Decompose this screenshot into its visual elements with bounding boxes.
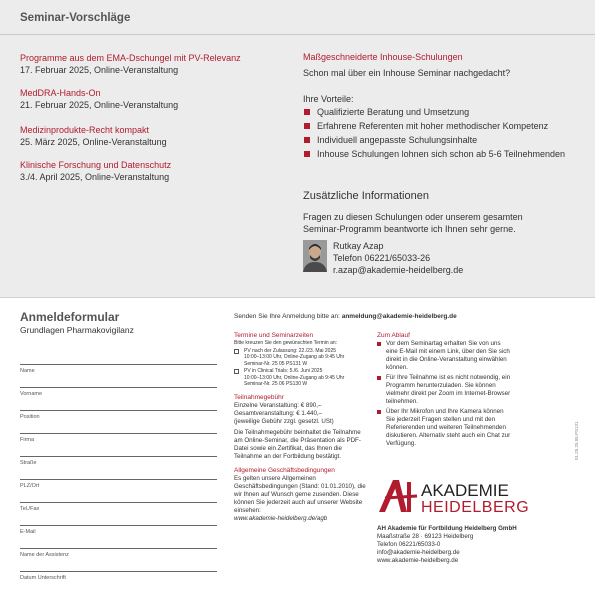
street-field[interactable]: Straße xyxy=(20,437,217,457)
procedure-list xyxy=(377,340,512,448)
dates-section xyxy=(234,332,369,523)
fee-description: Die Teilnahmegebühr beinhaltet die Teilnahme am Online-Seminar, die Präsentation als PDF-Datei sowie ein Zertifikat, das Ihnen die Teilnahme an der Fortbildung bestätigt. xyxy=(234,428,361,460)
dates-hint: Bitte kreuzen Sie den gewünschten Termin an: xyxy=(234,340,338,346)
checkbox[interactable] xyxy=(234,349,239,354)
bullet-square-icon xyxy=(377,342,381,346)
zip-city-field[interactable]: PLZ/Ort xyxy=(20,460,217,480)
phone-fax-field[interactable]: Tel./Fax xyxy=(20,483,217,503)
benefit-item: Inhouse Schulungen lohnen sich schon ab 5-6 Teilnehmenden xyxy=(303,148,583,160)
bullet-square-icon xyxy=(377,376,381,380)
company-website[interactable]: www.akademie-heidelberg.de xyxy=(377,557,459,564)
inhouse-question: Schon mal über ein Inhouse Seminar nachgedacht? xyxy=(303,68,511,78)
date-option[interactable]: PV in Clinical Trials: 5./6. Juni 2025 10:00–13:00 Uhr, Online-Zugang ab 9:45 Uhr Seminar-Nr. 25 06 PS130 W xyxy=(234,368,369,388)
procedure-item: Vor dem Seminartag erhalten Sie von uns eine E-Mail mit einem Link, über den Sie sich direkt in die Online-Veranstaltung einwählen können. xyxy=(377,340,512,372)
fee-single: Einzelne Veranstaltung: € 890,– xyxy=(234,401,322,409)
additional-info-title: Zusätzliche Informationen xyxy=(303,190,429,202)
akademie-logo xyxy=(377,478,537,514)
email-field[interactable]: E-Mail xyxy=(20,506,217,526)
registration-email[interactable]: anmeldung@akademie-heidelberg.de xyxy=(341,313,457,320)
procedure-item: Für Ihre Teilnahme ist es nicht notwendig, ein Programm herunterzuladen. Sie können vielmehr direkt per Zoom im Internet-Browser teilnehmen. xyxy=(377,374,512,406)
company-name: AH Akademie für Fortbildung Heidelberg GmbH xyxy=(377,525,517,532)
terms-text: Es gelten unsere Allgemeinen Geschäftsbedingungen (Stand: 01.01.2010), die wir Ihnen auf Wunsch gerne zusenden. Diese können Sie jederzeit auch auf unserer Website einsehen: xyxy=(234,474,366,514)
seminar-date: 3./4. April 2025, Online-Veranstaltung xyxy=(20,172,170,182)
name-field[interactable]: Name xyxy=(20,345,217,365)
document-code: 01.25.25.05.PS131 xyxy=(574,421,579,460)
contact-card xyxy=(333,240,463,276)
dates-title: Termine und Seminarzeiten xyxy=(234,332,314,339)
terms-link[interactable]: www.akademie-heidelberg.de/agb xyxy=(234,514,328,522)
seminar-title[interactable]: Programme aus dem EMA-Dschungel mit PV-Relevanz xyxy=(20,53,241,63)
seminar-date: 17. Februar 2025, Online-Veranstaltung xyxy=(20,65,179,75)
benefit-item: Qualifizierte Beratung und Umsetzung xyxy=(303,106,583,118)
seminar-title[interactable]: Klinische Forschung und Datenschutz xyxy=(20,160,172,170)
seminar-title[interactable]: MedDRA-Hands-On xyxy=(20,88,101,98)
bullet-square-icon xyxy=(304,109,310,115)
form-subtitle: Grundlagen Pharmakovigilanz xyxy=(20,325,134,335)
divider xyxy=(0,34,595,35)
fee-total: Gesamtveranstaltung: € 1.440,– xyxy=(234,409,323,417)
seminar-item[interactable] xyxy=(20,87,290,111)
benefit-item: Erfahrene Referenten mit hoher methodischer Kompetenz xyxy=(303,120,583,132)
checkbox[interactable] xyxy=(234,369,239,374)
additional-info-text: Fragen zu diesen Schulungen oder unserem gesamten Seminar-Programm beantworte ich Ihnen sehr gerne. xyxy=(303,212,523,234)
company-field[interactable]: Firma xyxy=(20,414,217,434)
seminar-item[interactable] xyxy=(20,52,290,76)
seminar-item[interactable] xyxy=(20,124,290,148)
company-address: Maaßstraße 28 · 69123 Heidelberg xyxy=(377,533,474,540)
seminar-title[interactable]: Medizinprodukte-Recht kompakt xyxy=(20,125,150,135)
contact-photo xyxy=(303,240,327,272)
first-name-field[interactable]: Vorname xyxy=(20,368,217,388)
procedure-item: Über Ihr Mikrofon und Ihre Kamera können Sie jederzeit Fragen stellen und mit den Referierenden und weiteren Teilnehmenden diskutieren. Alternativ steht auch ein Chat zur Verfügung. xyxy=(377,408,512,448)
procedure-title: Zum Ablauf xyxy=(377,332,410,339)
form-title: Anmeldeformular xyxy=(20,310,120,324)
benefits-label: Ihre Vorteile: xyxy=(303,94,354,104)
logo-word-2: HEIDELBERG xyxy=(421,499,530,514)
seminar-item[interactable] xyxy=(20,159,290,183)
seminar-date: 25. März 2025, Online-Veranstaltung xyxy=(20,137,167,147)
section-title: Seminar-Vorschläge xyxy=(20,12,131,24)
fee-tax-note: (jeweilige Gebühr zzgl. gesetzl. USt) xyxy=(234,417,334,425)
inhouse-title: Maßgeschneiderte Inhouse-Schulungen xyxy=(303,52,463,62)
procedure-section xyxy=(377,332,512,450)
company-email[interactable]: info@akademie-heidelberg.de xyxy=(377,549,460,556)
seminar-suggestions-panel xyxy=(0,0,595,297)
fee-title: Teilnahmegebühr xyxy=(234,393,284,401)
benefit-item: Individuell angepasste Schulungsinhalte xyxy=(303,134,583,146)
assistant-name-field[interactable]: Name der Assistenz xyxy=(20,529,217,549)
date-option[interactable]: PV nach der Zulassung: 22./23. Mai 2025 10:00–13:00 Uhr, Online-Zugang ab 9:45 Uhr Seminar-Nr. 25 05 PS131 W xyxy=(234,348,369,368)
imprint xyxy=(377,525,517,565)
company-phone: Telefon 06221/65033-0 xyxy=(377,541,441,548)
divider xyxy=(0,297,595,298)
benefits-list xyxy=(303,106,583,160)
position-field[interactable]: Position xyxy=(20,391,217,411)
date-signature-field[interactable]: Datum Unterschrift xyxy=(20,552,217,572)
contact-phone: Telefon 06221/65033-26 xyxy=(333,253,431,263)
terms-title: Allgemeine Geschäftsbedingungen xyxy=(234,466,335,474)
logo-word-1: AKADEMIE xyxy=(421,481,509,500)
seminar-date: 21. Februar 2025, Online-Veranstaltung xyxy=(20,100,179,110)
bullet-square-icon xyxy=(304,137,310,143)
inhouse-block xyxy=(303,51,583,162)
contact-name: Rutkay Azap xyxy=(333,241,384,251)
contact-email[interactable]: r.azap@akademie-heidelberg.de xyxy=(333,265,464,275)
send-instruction: Senden Sie Ihre Anmeldung bitte an: anmeldung@akademie-heidelberg.de xyxy=(234,313,457,320)
bullet-square-icon xyxy=(377,410,381,414)
bullet-square-icon xyxy=(304,123,310,129)
bullet-square-icon xyxy=(304,151,310,157)
